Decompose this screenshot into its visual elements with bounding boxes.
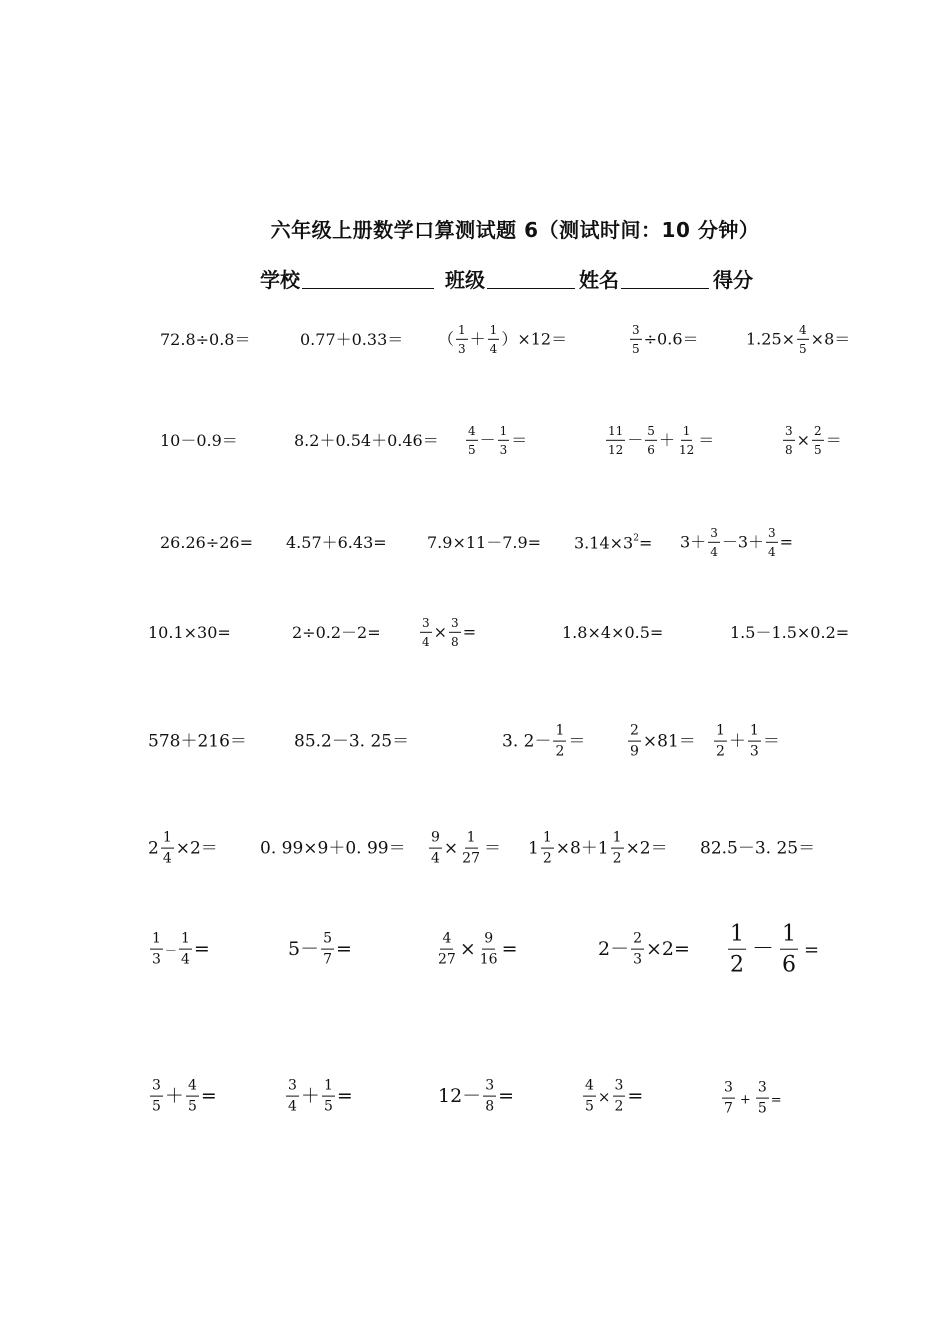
problem-6-3: $\frac{9}{4}$ × $\frac{1}{27}$ ＝ — [431, 829, 501, 867]
problem-3-3: 7.9×11－7.9= — [427, 533, 542, 552]
problem-8-5: $\frac{3}{7}$ + $\frac{3}{5}$ = — [724, 1079, 782, 1117]
problem-1-2: 0.77＋0.33＝ — [300, 330, 404, 349]
problem-1-1: 72.8÷0.8＝ — [160, 330, 251, 349]
problem-3-4: $3.14\times 3^2=$ — [574, 533, 653, 553]
problem-8-2: $\frac{3}{4}$ ＋ $\frac{1}{5}$ = — [288, 1077, 353, 1115]
problem-3-5: 3＋ $\frac{3}{4}$ －3＋ $\frac{3}{4}$ = — [680, 525, 794, 559]
problem-1-3: （ $\frac{1}{3}$ ＋ $\frac{1}{4}$ ）×12＝ — [438, 322, 568, 356]
problem-4-1: 10.1×30= — [148, 623, 231, 642]
problem-2-5: $\frac{3}{8}$ × $\frac{2}{5}$ ＝ — [785, 423, 842, 457]
problem-4-3: $\frac{3}{4}$ × $\frac{3}{8}$ = — [422, 615, 477, 649]
problem-4-5: 1.5－1.5×0.2= — [730, 623, 850, 642]
student-info-fields — [260, 264, 753, 293]
score-label: 得分 — [712, 268, 753, 292]
problem-7-1: $\frac{1}{3}$ － $\frac{1}{4}$ = — [152, 930, 210, 968]
problem-8-1: $\frac{3}{5}$ ＋ $\frac{4}{5}$ = — [152, 1077, 217, 1115]
name-blank[interactable] — [621, 268, 709, 289]
problem-2-1: 10－0.9＝ — [160, 431, 238, 450]
problem-4-2: 2÷0.2－2= — [292, 623, 381, 642]
problem-5-1: 578＋216＝ — [148, 731, 247, 752]
problem-6-1: 2 $\frac{1}{4}$ ×2＝ — [148, 829, 218, 867]
problem-7-4: 2－ $\frac{2}{3}$ ×2= — [598, 930, 690, 968]
class-blank[interactable] — [487, 268, 575, 289]
problem-3-1: 26.26÷26= — [160, 533, 253, 552]
problem-8-4: $\frac{4}{5}$ × $\frac{3}{2}$ = — [585, 1077, 644, 1115]
problem-2-3: $\frac{4}{5}$ － $\frac{1}{3}$ ＝ — [468, 423, 528, 457]
problem-5-5: $\frac{1}{2}$ ＋ $\frac{1}{3}$ ＝ — [716, 722, 780, 760]
problem-3-2: 4.57＋6.43= — [286, 533, 387, 552]
class-label: 班级 — [444, 268, 485, 292]
problem-6-2: 0. 99×9＋0. 99＝ — [260, 838, 406, 859]
problem-5-4: $\frac{2}{9}$ ×81＝ — [630, 722, 696, 760]
problem-1-4: $\frac{3}{5}$ ÷0.6＝ — [632, 322, 699, 356]
problem-7-5: $\frac{1}{2}$ － $\frac{1}{6}$ = — [730, 921, 820, 978]
problem-5-2: 85.2－3. 25＝ — [294, 731, 410, 752]
problem-8-3: 12－ $\frac{3}{8}$ = — [438, 1077, 515, 1115]
school-blank[interactable] — [302, 268, 434, 289]
problem-5-3: 3. 2－ $\frac{1}{2}$ ＝ — [502, 722, 586, 760]
problem-7-3: $\frac{4}{27}$ × $\frac{9}{16}$ = — [438, 930, 518, 968]
problem-4-4: 1.8×4×0.5= — [562, 623, 664, 642]
problem-2-4: $\frac{11}{12}$ － $\frac{5}{6}$ ＋ $\frac{1}{12}$ ＝ — [608, 423, 715, 457]
name-label: 姓名 — [578, 268, 619, 292]
problem-1-5: 1.25× $\frac{4}{5}$ ×8＝ — [746, 322, 851, 356]
page-title: 六年级上册数学口算测试题 6（测试时间：10 分钟） — [270, 218, 760, 242]
school-label: 学校 — [260, 268, 300, 292]
problem-2-2: 8.2＋0.54＋0.46＝ — [294, 431, 439, 450]
problem-6-5: 82.5－3. 25＝ — [700, 838, 816, 859]
problem-7-2: 5－ $\frac{5}{7}$ = — [288, 930, 352, 968]
problem-6-4: 1 $\frac{1}{2}$ ×8＋1 $\frac{1}{2}$ ×2＝ — [528, 829, 668, 867]
